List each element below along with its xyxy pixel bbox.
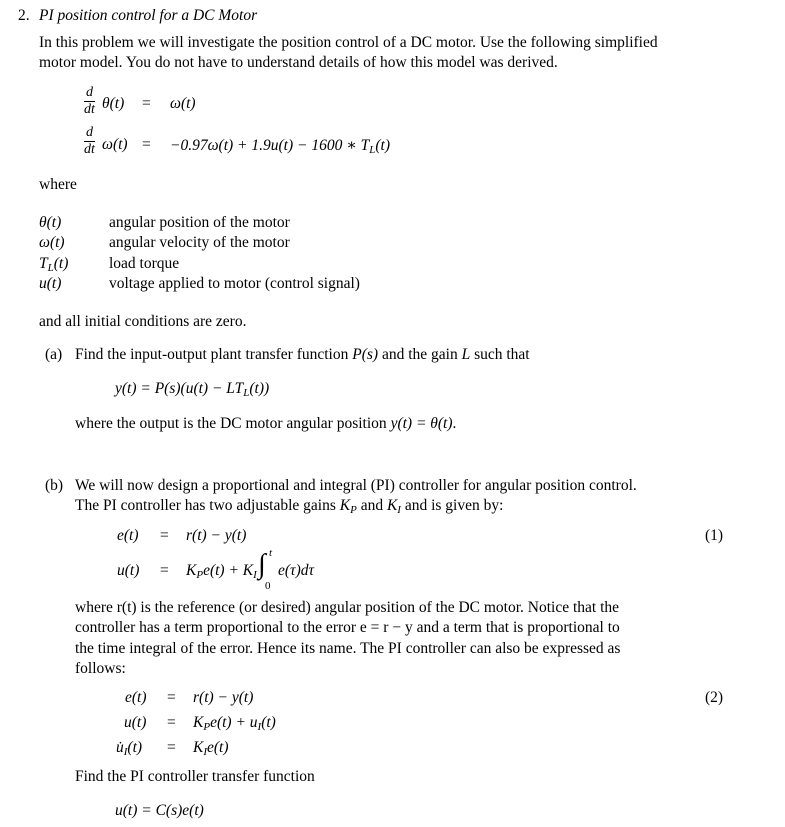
eq2-rhs: −0.97ω(t) + 1.9u(t) − 1600 ∗ $T_L(t)$ [170,137,391,156]
problem-title: PI position control for a DC Motor [39,7,258,24]
variable-desc: load torque [109,255,180,272]
sys2-u-lhs: u(t) [124,714,147,731]
sys2-e-rhs: r(t) − y(t) [193,689,254,706]
integral-upper-limit: t [269,547,273,559]
variable-desc: voltage applied to motor (control signal) [109,275,360,292]
sys2-u-rhs: $K_Pe(t) + u_I(t)$ [193,714,276,733]
integral-body: e(τ)dτ [278,562,315,579]
problem-number: 2. [18,7,30,24]
part-b-line-1: We will now design a proportional and integral (PI) controller for angular position control. [75,477,637,494]
part-a-equation: $y(t) = P(s)(u(t) - LT_L(t))$ [115,380,270,399]
sys2-u-equals: = [167,714,176,731]
part-a-question: Find the input-output plant transfer function P(s) and the gain L such that [75,346,530,363]
eq1-rhs: ω(t) [170,95,196,112]
variable-desc: angular velocity of the motor [109,234,290,251]
intro-line-1: In this problem we will investigate the position control of a DC motor. Use the following simplified [39,34,658,51]
part-b-line-2: The PI controller has two adjustable gains $K_P$ and $K_I$ and is given by: [75,497,504,516]
eq1-equals: = [142,95,151,112]
sys2-ui-rhs: $K_Ie(t)$ [193,739,229,758]
part-b-paragraph-line: where r(t) is the reference (or desired) angular position of the DC motor. Notice that the [75,599,620,616]
part-b-find: Find the PI controller transfer function [75,768,315,785]
part-b-paragraph-line: the time integral of the error. Hence its name. The PI controller can also be expressed as [75,640,621,657]
sys1-e-equals: = [160,527,169,544]
variable-symbol: $T_L(t)$ [39,255,69,274]
sys2-e-equals: = [167,689,176,706]
part-a-where: where the output is the DC motor angular position y(t) = θ(t). [75,415,457,432]
part-b-paragraph-line: controller has a term proportional to the error e = r − y and a term that is proportional to [75,619,620,636]
eq1-lhs: θ(t) [102,95,125,112]
sys2-ui-equals: = [167,739,176,756]
part-b-label: (b) [45,477,64,494]
derivative-operator: $\frac{d}{dt}$ [84,85,95,117]
sys1-u-lhs: u(t) [117,562,140,579]
variable-symbol: u(t) [39,275,62,292]
variable-symbol: ω(t) [39,234,65,251]
derivative-operator-2: $\frac{d}{dt}$ [84,125,95,157]
variable-desc: angular position of the motor [109,214,290,231]
sys1-u-equals: = [160,562,169,579]
part-b-paragraph-line: follows: [75,660,126,677]
sys1-u-rhs: $K_Pe(t) + K_I$ [186,562,257,581]
eq2-equals: = [142,136,151,153]
initial-conditions: and all initial conditions are zero. [39,313,247,330]
intro-line-2: motor model. You do not have to understand details of how this model was derived. [39,54,558,71]
eq2-lhs: ω(t) [102,136,128,153]
where-label: where [39,176,77,193]
sys2-e-lhs: e(t) [125,689,147,706]
part-a-label: (a) [45,346,63,363]
sys2-ui-lhs: $u̇_I(t)$ [116,739,143,758]
equation-tag-2: (2) [705,689,724,706]
sys1-e-lhs: e(t) [117,527,139,544]
variable-symbol: θ(t) [39,214,62,231]
part-b-final-equation: u(t) = C(s)e(t) [115,802,204,819]
integral-lower-limit: 0 [265,580,271,592]
equation-tag-1: (1) [705,527,724,544]
integral-sign: ∫ [258,549,266,580]
sys1-e-rhs: r(t) − y(t) [186,527,247,544]
